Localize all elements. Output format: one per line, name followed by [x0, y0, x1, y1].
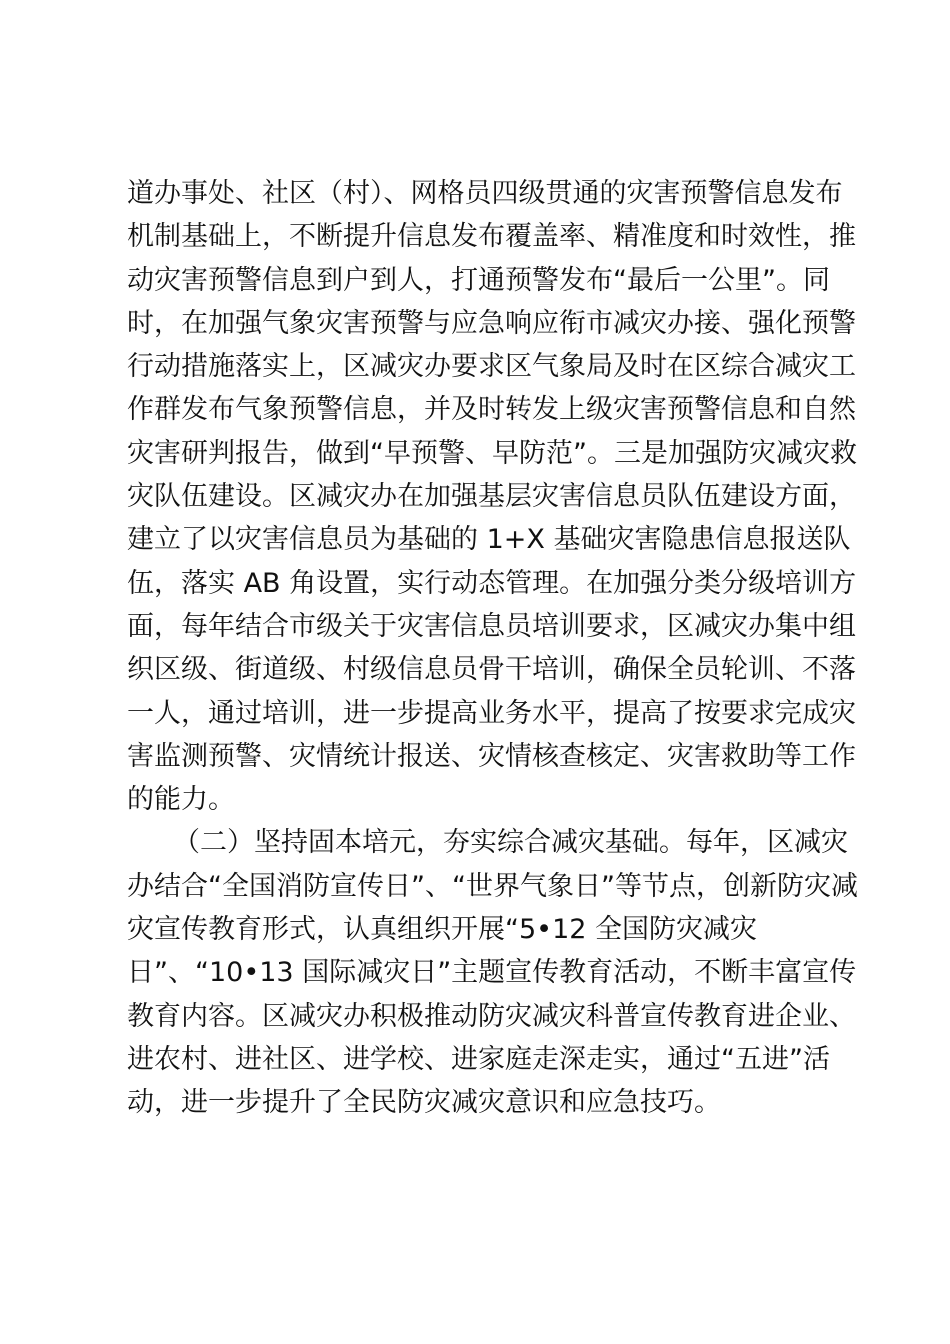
text-line: 伍，落实 AB 角设置，实行动态管理。在加强分类分级培训方	[127, 567, 857, 599]
text-line: 作群发布气象预警信息，并及时转发上级灾害预警信息和自然	[127, 394, 856, 426]
text-line: 进农村、进社区、进学校、进家庭走深走实，通过“五进”活	[127, 1043, 830, 1075]
text-line: 动灾害预警信息到户到人，打通预警发布“最后一公里”。同	[127, 264, 830, 296]
text-line: 道办事处、社区（村）、网格员四级贯通的灾害预警信息发布	[127, 178, 843, 209]
text-line: 日”、“10•13 国际减灾日”主题宣传教育活动，不断丰富宣传	[127, 957, 857, 989]
text-line: 机制基础上，不断提升信息发布覆盖率、精准度和时效性，推	[127, 221, 856, 253]
text-line: 灾队伍建设。区减灾办在加强基层灾害信息员队伍建设方面，	[127, 481, 856, 513]
text-line: 的能力。	[127, 784, 235, 816]
body-text	[127, 172, 858, 1125]
text-line: 一人，通过培训，进一步提高业务水平，提高了按要求完成灾	[127, 697, 856, 729]
paragraph-start-line: （二）坚持固本培元，夯实综合减灾基础。每年，区减灾	[173, 827, 848, 859]
text-line: 教育内容。区减灾办积极推动防灾减灾科普宣传教育进企业、	[127, 1000, 856, 1032]
text-line: 织区级、街道级、村级信息员骨干培训，确保全员轮训、不落	[127, 654, 856, 686]
text-line: 害监测预警、灾情统计报送、灾情核查核定、灾害救助等工作	[127, 740, 856, 772]
text-line: 建立了以灾害信息员为基础的 1+X 基础灾害隐患信息报送队	[127, 524, 851, 556]
text-line: 灾害研判报告，做到“早预警、早防范”。三是加强防灾减灾救	[127, 437, 857, 469]
text-line: 灾宣传教育形式，认真组织开展“5•12 全国防灾减灾	[127, 914, 758, 946]
text-line: 行动措施落实上，区减灾办要求区气象局及时在区综合减灾工	[127, 351, 856, 383]
text-line: 面，每年结合市级关于灾害信息员培训要求，区减灾办集中组	[127, 610, 856, 642]
text-line: 动，进一步提升了全民防灾减灾意识和应急技巧。	[127, 1087, 721, 1119]
text-line: 时，在加强气象灾害预警与应急响应衔市减灾办接、强化预警	[127, 307, 856, 339]
text-line: 办结合“全国消防宣传日”、“世界气象日”等节点，创新防灾减	[127, 870, 858, 902]
